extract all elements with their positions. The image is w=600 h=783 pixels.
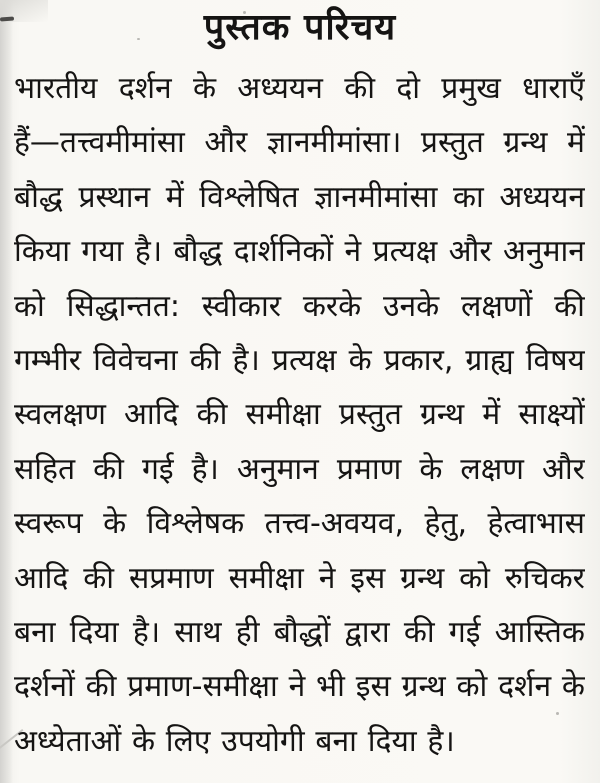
- scan-edge-left: [0, 0, 13, 783]
- text-line-11: बना दिया है। साथ ही बौद्धों द्वारा की गई आस्तिक: [14, 614, 585, 650]
- text-line-3: बौद्ध प्रस्थान में विश्लेषित ज्ञानमीमांसा का अध्ययन: [14, 179, 585, 215]
- text-line-10: आदि की सप्रमाण समीक्षा ने इस ग्रन्थ को रुचिकर: [14, 560, 585, 596]
- text-line-5: को सिद्धान्तत: स्वीकार करके उनके लक्षणों की: [14, 288, 585, 324]
- text-line-13: अध्येताओं के लिए उपयोगी बना दिया है।: [14, 723, 455, 759]
- text-line-7: स्वलक्षण आदि की समीक्षा प्रस्तुत ग्रन्थ में साक्ष्यों: [14, 397, 585, 433]
- text-line-4: किया गया है। बौद्ध दार्शनिकों ने प्रत्यक्ष और अनुमान: [14, 234, 585, 270]
- text-line-2: हैं—तत्त्वमीमांसा और ज्ञानमीमांसा। प्रस्तुत ग्रन्थ में: [14, 125, 585, 161]
- text-line-1: भारतीय दर्शन के अध्ययन की दो प्रमुख धाराएँ: [14, 71, 585, 106]
- text-line-12: दर्शनों की प्रमाण-समीक्षा ने भी इस ग्रन्थ को दर्शन के: [14, 669, 585, 705]
- page-title: पुस्तक परिचय: [203, 7, 397, 48]
- body-paragraph: [14, 62, 585, 769]
- text-line-6: गम्भीर विवेचना की है। प्रत्यक्ष के प्रकार, ग्राह्य विषय: [14, 342, 585, 378]
- text-line-9: स्वरूप के विश्लेषक तत्त्व-अवयव, हेतु, हेत्वाभास: [14, 506, 585, 542]
- text-line-8: सहित की गई है। अनुमान प्रमाण के लक्षण और: [14, 451, 585, 487]
